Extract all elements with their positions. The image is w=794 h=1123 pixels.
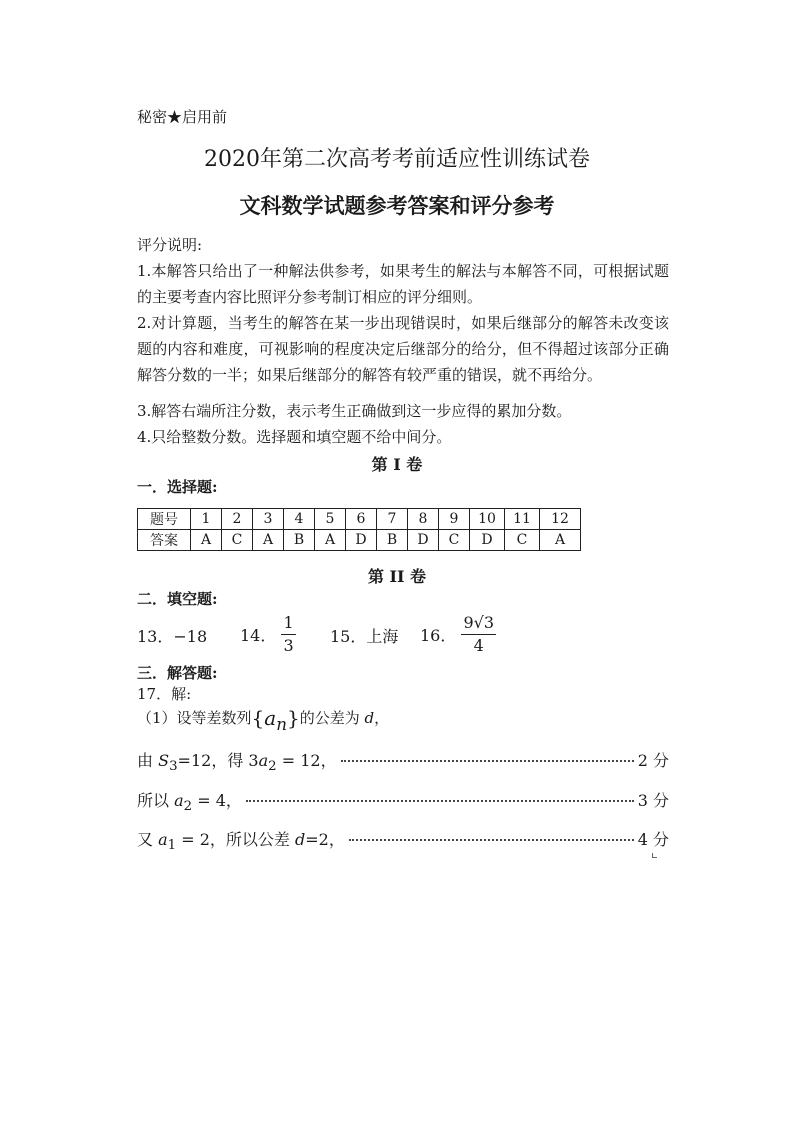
instruction-item-4: 4.只给整数分数。选择题和填空题不给中间分。	[137, 428, 452, 446]
sequence-expression: $\{a_n\}$	[251, 706, 300, 734]
dot-leader	[246, 800, 634, 802]
part-2-title: 第 II 卷	[367, 567, 427, 586]
q14-label: 14．	[240, 626, 277, 645]
instruction-item-2: 2.对计算题，当考生的解答在某一步出现错误时，如果后继部分的解答未改变该题的内容和难度，可视影响的程度决定后继部分的给分，但不得超过该部分正确解答分数的一半；如果后继部分的解答有较严重的错误，就不再给分。	[137, 314, 669, 384]
question-number: 5	[315, 509, 346, 530]
answer-cell: A	[540, 530, 581, 551]
question-number: 12	[540, 509, 581, 530]
question-number: 3	[253, 509, 284, 530]
q16-numerator: 9√3	[461, 612, 496, 635]
q16-denominator: 4	[473, 636, 484, 655]
q17-label: 17．解:	[137, 685, 192, 703]
table-row-label: 题号	[138, 509, 191, 530]
question-number: 11	[505, 509, 540, 530]
question-number: 7	[377, 509, 408, 530]
q17-line-4	[137, 827, 669, 853]
table-row-numbers	[138, 509, 581, 530]
instruction-item-3: 3.解答右端所注分数，表示考生正确做到这一步应得的累加分数。	[137, 402, 572, 420]
q14-denominator: 3	[283, 636, 294, 655]
q15-answer: 上海	[366, 627, 399, 646]
answer-cell: A	[253, 530, 284, 551]
answer-cell: C	[505, 530, 540, 551]
fill-q13	[137, 624, 207, 647]
q16-label: 16．	[420, 626, 457, 645]
q15-label: 15．	[330, 627, 367, 646]
q13-label: 13．	[137, 627, 174, 646]
question-number: 10	[470, 509, 505, 530]
confidential-label: 秘密★启用前	[137, 108, 228, 126]
answer-cell: C	[222, 530, 253, 551]
table-row-answers	[138, 530, 581, 551]
q17-line-3	[137, 788, 669, 814]
q14-numerator: 1	[281, 612, 295, 635]
answer-cell: B	[284, 530, 315, 551]
exam-title: 2020年第二次高考考前适应性训练试卷	[204, 147, 590, 172]
answer-cell: D	[408, 530, 439, 551]
question-number: 1	[191, 509, 222, 530]
line-4-score: 4 分	[637, 830, 669, 849]
line-3-score: 3 分	[637, 791, 669, 810]
question-number: 8	[408, 509, 439, 530]
question-number: 4	[284, 509, 315, 530]
fill-section-heading: 二．填空题:	[137, 590, 218, 608]
answer-table	[137, 508, 581, 551]
q17-step-1-text: （1）设等差数列	[137, 709, 252, 727]
part-1-title: 第 I 卷	[371, 455, 423, 474]
question-number: 6	[346, 509, 377, 530]
q17-line-2	[137, 748, 669, 774]
fill-q14	[240, 612, 296, 657]
answer-cell: D	[470, 530, 505, 551]
line-4-formula: 又 $a_1 = 2$，所以公差 d=2，	[137, 830, 345, 854]
document-subtitle: 文科数学试题参考答案和评分参考	[239, 193, 555, 218]
answer-cell: A	[315, 530, 346, 551]
dot-leader	[349, 839, 634, 841]
answer-cell: C	[439, 530, 470, 551]
corner-mark	[652, 853, 657, 858]
choice-section-heading: 一．选择题:	[137, 478, 218, 496]
line-2-formula: 由 $S_3=12$，得 $3a_2 = 12$，	[137, 751, 337, 775]
q17-step-1: （1）设等差数列$\{a_n\}$的公差为 d，	[137, 706, 390, 734]
line-3-formula: 所以 $a_2 = 4$，	[137, 791, 242, 815]
fill-q16	[420, 612, 496, 657]
instructions-heading: 评分说明:	[137, 236, 203, 254]
q13-answer: −18	[173, 627, 208, 646]
dot-leader	[341, 760, 634, 762]
q14-fraction	[281, 612, 295, 657]
table-row-label: 答案	[138, 530, 191, 551]
q17-step-1-text-2: 的公差为	[299, 709, 360, 727]
fill-q15	[330, 624, 398, 647]
answer-cell: A	[191, 530, 222, 551]
answer-cell: D	[346, 530, 377, 551]
line-2-score: 2 分	[637, 751, 669, 770]
q16-fraction	[461, 612, 496, 657]
solve-section-heading: 三．解答题:	[137, 664, 218, 682]
question-number: 9	[439, 509, 470, 530]
answer-cell: B	[377, 530, 408, 551]
question-number: 2	[222, 509, 253, 530]
instruction-item-1: 1.本解答只给出了一种解法供参考，如果考生的解法与本解答不同，可根据试题的主要考查内容比照评分参考制订相应的评分细则。	[137, 262, 669, 306]
